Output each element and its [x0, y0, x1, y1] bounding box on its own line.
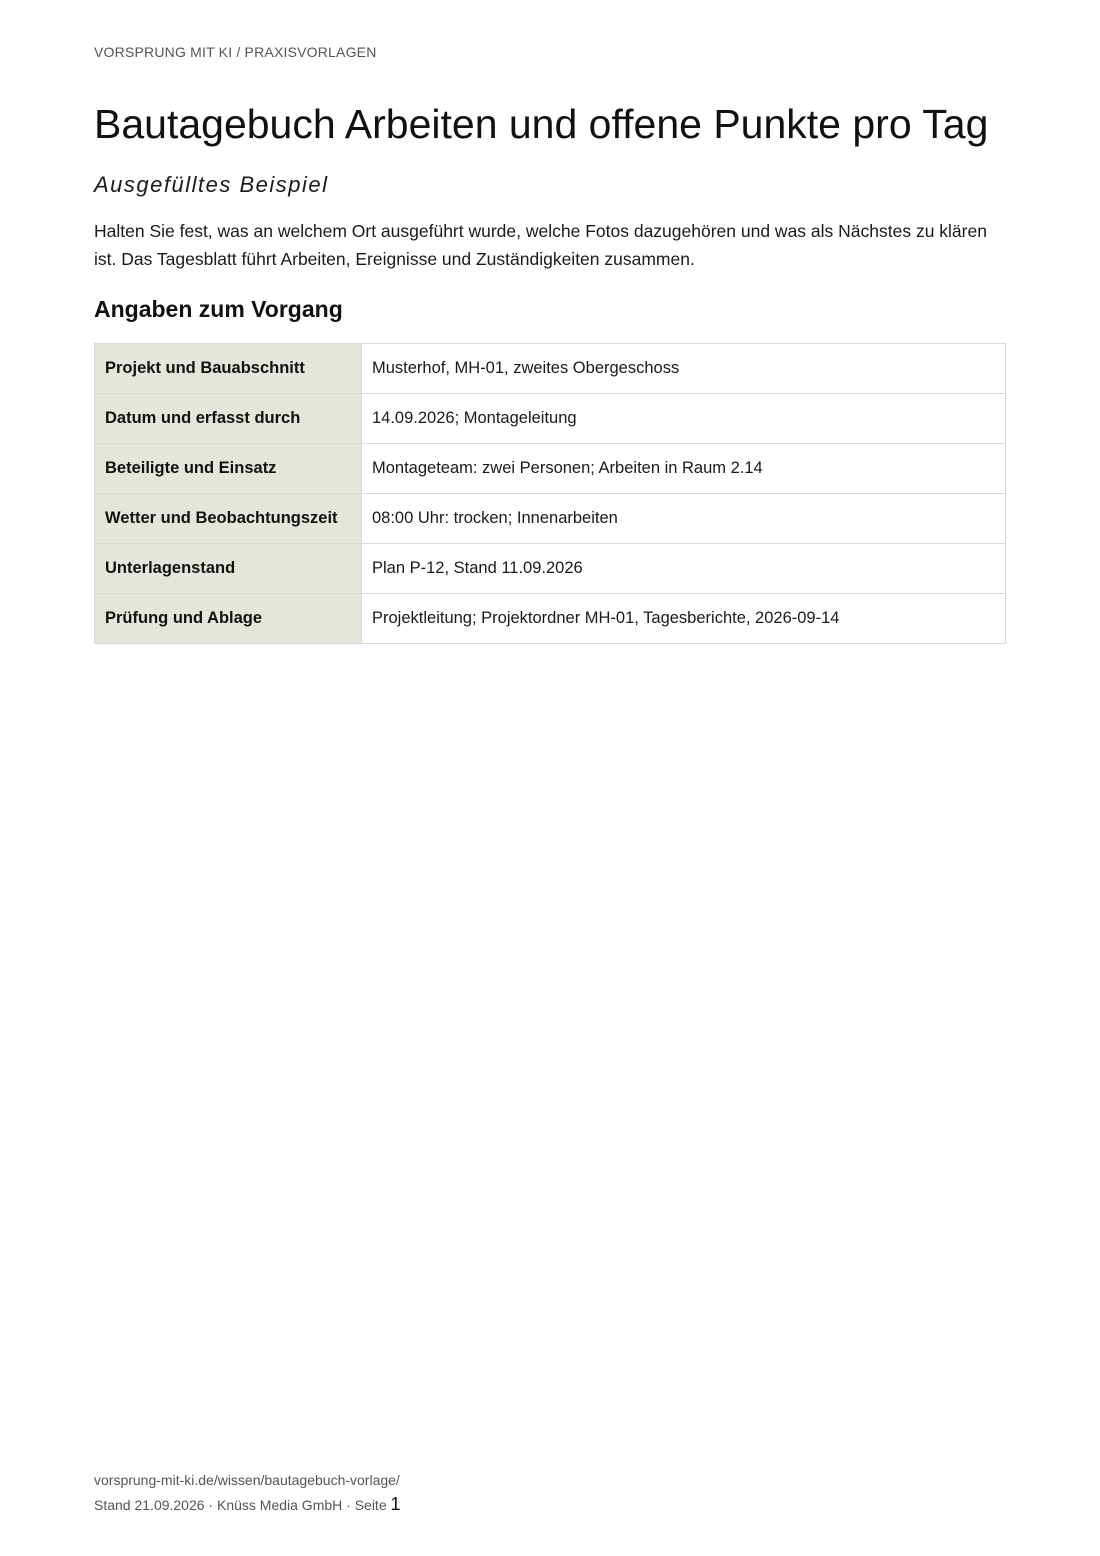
table-row	[95, 394, 1006, 444]
row-label: Datum und erfasst durch	[95, 394, 362, 444]
row-label: Unterlagenstand	[95, 544, 362, 594]
row-value: 14.09.2026; Montageleitung	[362, 394, 1006, 444]
row-label: Prüfung und Ablage	[95, 594, 362, 644]
table-row	[95, 544, 1006, 594]
row-value: 08:00 Uhr: trocken; Innenarbeiten	[362, 494, 1006, 544]
section-heading: Angaben zum Vorgang	[94, 296, 343, 322]
table-row	[95, 594, 1006, 644]
intro-paragraph: Halten Sie fest, was an welchem Ort ausgeführt wurde, welche Fotos dazugehören und was als Nächstes zu klären ist. Das Tagesblatt führt Arbeiten, Ereignisse und Zuständigkeiten zusammen.	[94, 221, 987, 269]
page-number: 1	[390, 1494, 401, 1514]
row-value: Montageteam: zwei Personen; Arbeiten in Raum 2.14	[362, 444, 1006, 494]
page-subtitle: Ausgefülltes Beispiel	[94, 172, 329, 197]
footer-url[interactable]: vorsprung-mit-ki.de/wissen/bautagebuch-vorlage/	[94, 1472, 400, 1488]
page-footer	[94, 1468, 401, 1517]
row-label: Beteiligte und Einsatz	[95, 444, 362, 494]
footer-meta: Stand 21.09.2026 · Knüss Media GmbH · Seite	[94, 1497, 391, 1513]
row-label: Projekt und Bauabschnitt	[95, 344, 362, 394]
footer-meta-line	[94, 1492, 401, 1517]
details-table	[94, 343, 1006, 644]
table-row	[95, 444, 1006, 494]
row-value: Plan P-12, Stand 11.09.2026	[362, 544, 1006, 594]
page-title: Bautagebuch Arbeiten und offene Punkte pro Tag	[94, 101, 989, 147]
row-value: Musterhof, MH-01, zweites Obergeschoss	[362, 344, 1006, 394]
header-kicker: VORSPRUNG MIT KI / PRAXISVORLAGEN	[94, 44, 377, 60]
row-value: Projektleitung; Projektordner MH-01, Tagesberichte, 2026-09-14	[362, 594, 1006, 644]
table-row	[95, 494, 1006, 544]
row-label: Wetter und Beobachtungszeit	[95, 494, 362, 544]
table-row	[95, 344, 1006, 394]
